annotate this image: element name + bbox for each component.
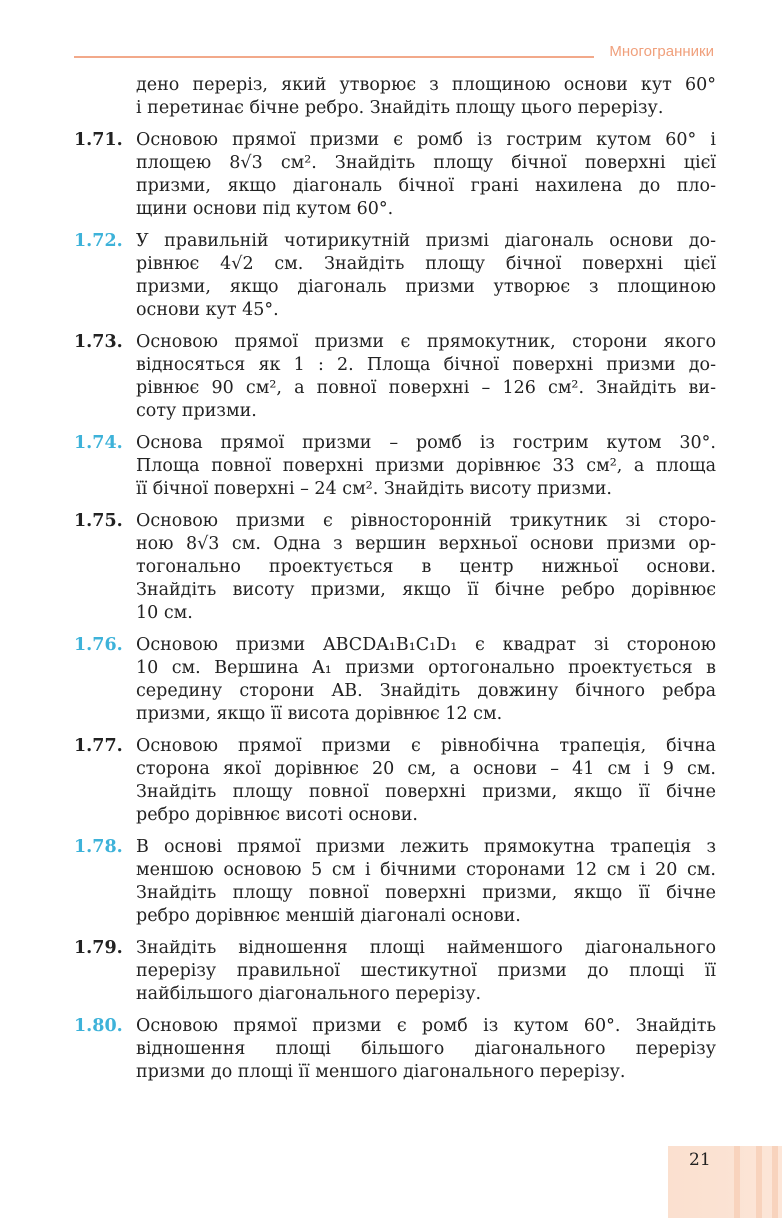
text-line: призми, якщо її висота дорівнює 12 см. [136, 704, 503, 724]
text-line: В основі прямої призми лежить прямокутна трапеція з [136, 837, 716, 857]
text-line: Основою прямої призми є ромб із кутом 60°. Знайдіть [136, 1016, 716, 1036]
text-line: щини основи під кутом 60°. [136, 199, 394, 219]
problem-number: 1.78. [74, 837, 123, 857]
text-line: 10 см. [136, 603, 193, 623]
tab-stripe [734, 1146, 740, 1218]
problem-1-78 [74, 836, 716, 928]
problem-number: 1.71. [74, 130, 123, 150]
text-line: і перетинає бічне ребро. Знайдіть площу цього перерізу. [136, 98, 664, 118]
text-line: рівнює 90 см², а повної поверхні – 126 см². Знайдіть ви- [136, 378, 716, 398]
page-content [74, 74, 716, 1093]
text-line: відносяться як 1 : 2. Площа бічної поверхні призми до- [136, 355, 716, 375]
text-line: Основою прямої призми є ромб із гострим кутом 60° і [136, 130, 716, 150]
page-number: 21 [689, 1150, 711, 1170]
text-line: Основа прямої призми – ромб із гострим кутом 30°. [136, 433, 716, 453]
text-line: дено переріз, який утворює з площиною основи кут 60° [136, 75, 716, 95]
text-line: Знайдіть висоту призми, якщо її бічне ребро дорівнює [136, 580, 716, 600]
text-line: соту призми. [136, 401, 257, 421]
text-line: середину сторони AB. Знайдіть довжину бічного ребра [136, 681, 716, 701]
text-line: меншою основою 5 см і бічними сторонами 12 см і 20 см. [136, 860, 716, 880]
text-line: відношення площі більшого діагонального перерізу [136, 1039, 716, 1059]
text-line: її бічної поверхні – 24 см². Знайдіть висоту призми. [136, 479, 612, 499]
text-line: ребро дорівнює висоті основи. [136, 805, 418, 825]
text-line: Основою призми ABCDA₁B₁C₁D₁ є квадрат зі стороною [136, 635, 716, 655]
problem-1-74 [74, 432, 716, 501]
text-line: найбільшого діагонального перерізу. [136, 984, 482, 1004]
text-line: тогонально проектується в центр нижньої основи. [136, 557, 716, 577]
problem-1-80 [74, 1015, 716, 1084]
problem-number: 1.76. [74, 635, 123, 655]
page-number-tab [668, 1146, 782, 1218]
text-line: Основою прямої призми є прямокутник, сторони якого [136, 332, 716, 352]
tab-stripe [772, 1146, 778, 1218]
problem-number: 1.79. [74, 938, 123, 958]
header-rule [74, 56, 594, 58]
problem-1-76 [74, 634, 716, 726]
problem-number: 1.73. [74, 332, 123, 352]
continuation-text [136, 74, 716, 120]
text-line: призми до площі її меншого діагонального перерізу. [136, 1062, 626, 1082]
problem-number: 1.74. [74, 433, 123, 453]
tab-stripe [756, 1146, 762, 1218]
text-line: сторона якої дорівнює 20 см, а основи – 41 см і 9 см. [136, 759, 716, 779]
problem-number: 1.75. [74, 511, 123, 531]
text-line: Основою прямої призми є рівнобічна трапеція, бічна [136, 736, 716, 756]
text-line: рівнює 4√2 см. Знайдіть площу бічної поверхні цієї [136, 254, 716, 274]
problem-number: 1.80. [74, 1016, 123, 1036]
problem-1-71 [74, 129, 716, 221]
text-line: Знайдіть площу повної поверхні призми, якщо її бічне [136, 883, 716, 903]
text-line: ребро дорівнює меншій діагоналі основи. [136, 906, 521, 926]
text-line: призми, якщо діагональ призми утворює з площиною [136, 277, 716, 297]
text-line: основи кут 45°. [136, 300, 279, 320]
problem-number: 1.77. [74, 736, 123, 756]
running-header: Многогранники [609, 43, 714, 60]
problem-number: 1.72. [74, 231, 123, 251]
text-line: Площа повної поверхні призми дорівнює 33 см², а площа [136, 456, 716, 476]
text-line: Знайдіть відношення площі найменшого діагонального [136, 938, 716, 958]
text-line: Знайдіть площу повної поверхні призми, якщо її бічне [136, 782, 716, 802]
text-line: ною 8√3 см. Одна з вершин верхньої основи призми ор- [136, 534, 716, 554]
text-line: перерізу правильної шестикутної призми до площі її [136, 961, 716, 981]
text-line: У правильній чотирикутній призмі діагональ основи до- [136, 231, 716, 251]
problem-1-75 [74, 510, 716, 625]
text-line: Основою призми є рівносторонній трикутник зі сторо- [136, 511, 716, 531]
text-line: призми, якщо діагональ бічної грані нахилена до пло- [136, 176, 716, 196]
text-line: 10 см. Вершина A₁ призми ортогонально проектується в [136, 658, 716, 678]
problem-1-77 [74, 735, 716, 827]
problem-1-79 [74, 937, 716, 1006]
text-line: площею 8√3 см². Знайдіть площу бічної поверхні цієї [136, 153, 716, 173]
problem-1-72 [74, 230, 716, 322]
problem-1-73 [74, 331, 716, 423]
